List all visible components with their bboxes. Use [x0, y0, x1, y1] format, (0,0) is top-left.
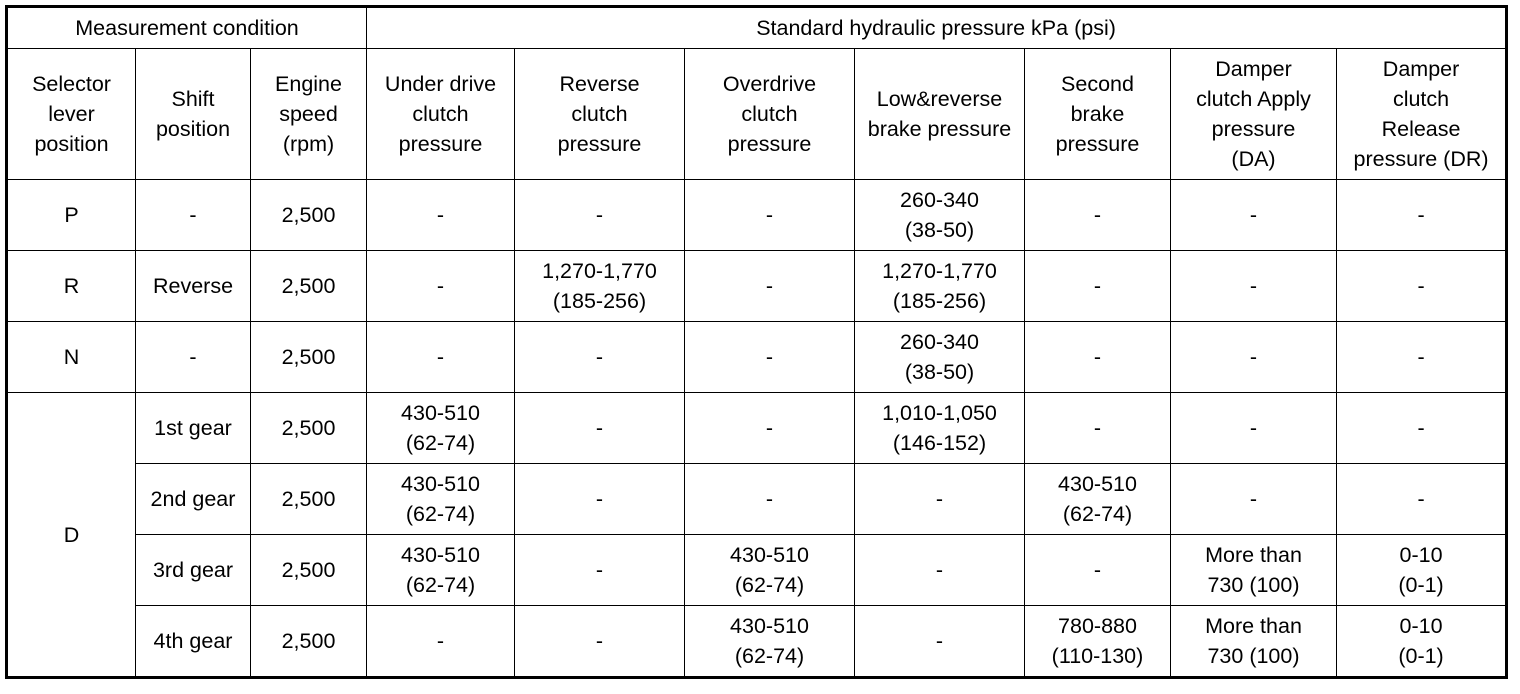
cell-reverse: -: [515, 322, 685, 393]
hydraulic-pressure-table: [7, 7, 1506, 677]
cell-damper-apply: -: [1171, 393, 1337, 464]
cell-shift: 3rd gear: [136, 535, 251, 606]
cell-overdrive: -: [685, 464, 855, 535]
cell-under-drive: 430-510 (62-74): [367, 393, 515, 464]
cell-overdrive: -: [685, 393, 855, 464]
cell-under-drive: 430-510 (62-74): [367, 535, 515, 606]
cell-under-drive: -: [367, 322, 515, 393]
cell-second-brake: -: [1025, 180, 1171, 251]
cell-low-reverse: -: [855, 606, 1025, 677]
cell-reverse: 1,270-1,770 (185-256): [515, 251, 685, 322]
table-row-p: [8, 180, 1506, 251]
cell-damper-apply: More than 730 (100): [1171, 535, 1337, 606]
cell-damper-apply: -: [1171, 464, 1337, 535]
cell-engine-speed: 2,500: [251, 322, 367, 393]
cell-under-drive: -: [367, 180, 515, 251]
table-row-n: [8, 322, 1506, 393]
cell-second-brake: 780-880 (110-130): [1025, 606, 1171, 677]
cell-shift: 1st gear: [136, 393, 251, 464]
cell-engine-speed: 2,500: [251, 535, 367, 606]
cell-damper-apply: -: [1171, 322, 1337, 393]
table-row-d-2nd: [8, 464, 1506, 535]
cell-reverse: -: [515, 464, 685, 535]
cell-second-brake: -: [1025, 322, 1171, 393]
cell-overdrive: -: [685, 322, 855, 393]
cell-engine-speed: 2,500: [251, 180, 367, 251]
cell-damper-release: 0-10 (0-1): [1337, 606, 1506, 677]
cell-damper-release: -: [1337, 322, 1506, 393]
column-header-selector: Selector lever position: [8, 49, 136, 180]
measurement-condition-header: Measurement condition: [8, 8, 367, 49]
column-header-low-reverse: Low&reverse brake pressure: [855, 49, 1025, 180]
cell-damper-release: -: [1337, 180, 1506, 251]
table-row-r: [8, 251, 1506, 322]
cell-low-reverse: -: [855, 535, 1025, 606]
cell-overdrive: 430-510 (62-74): [685, 535, 855, 606]
cell-shift: 2nd gear: [136, 464, 251, 535]
cell-reverse: -: [515, 393, 685, 464]
cell-engine-speed: 2,500: [251, 606, 367, 677]
column-header-second-brake: Second brake pressure: [1025, 49, 1171, 180]
cell-low-reverse: 1,010-1,050 (146-152): [855, 393, 1025, 464]
cell-under-drive: -: [367, 606, 515, 677]
cell-selector: D: [8, 393, 136, 677]
cell-overdrive: -: [685, 251, 855, 322]
cell-low-reverse: -: [855, 464, 1025, 535]
column-header-shift: Shift position: [136, 49, 251, 180]
cell-overdrive: 430-510 (62-74): [685, 606, 855, 677]
column-header-overdrive: Overdrive clutch pressure: [685, 49, 855, 180]
cell-selector: R: [8, 251, 136, 322]
cell-under-drive: 430-510 (62-74): [367, 464, 515, 535]
cell-low-reverse: 260-340 (38-50): [855, 322, 1025, 393]
cell-damper-release: -: [1337, 251, 1506, 322]
cell-second-brake: -: [1025, 251, 1171, 322]
column-header-damper-apply: Damper clutch Apply pressure (DA): [1171, 49, 1337, 180]
column-header-reverse: Reverse clutch pressure: [515, 49, 685, 180]
cell-damper-apply: More than 730 (100): [1171, 606, 1337, 677]
cell-selector: P: [8, 180, 136, 251]
cell-low-reverse: 260-340 (38-50): [855, 180, 1025, 251]
cell-shift: -: [136, 180, 251, 251]
cell-shift: Reverse: [136, 251, 251, 322]
column-header-damper-release: Damper clutch Release pressure (DR): [1337, 49, 1506, 180]
cell-reverse: -: [515, 606, 685, 677]
cell-second-brake: -: [1025, 393, 1171, 464]
cell-engine-speed: 2,500: [251, 393, 367, 464]
cell-reverse: -: [515, 180, 685, 251]
column-header-engine-speed: Engine speed (rpm): [251, 49, 367, 180]
cell-damper-release: -: [1337, 464, 1506, 535]
column-header-row: [8, 49, 1506, 180]
table-row-d-4th: [8, 606, 1506, 677]
cell-under-drive: -: [367, 251, 515, 322]
cell-engine-speed: 2,500: [251, 251, 367, 322]
cell-shift: 4th gear: [136, 606, 251, 677]
table-row-d-1st: [8, 393, 1506, 464]
cell-low-reverse: 1,270-1,770 (185-256): [855, 251, 1025, 322]
cell-second-brake: 430-510 (62-74): [1025, 464, 1171, 535]
cell-selector: N: [8, 322, 136, 393]
cell-damper-apply: -: [1171, 180, 1337, 251]
cell-damper-release: -: [1337, 393, 1506, 464]
table-row-d-3rd: [8, 535, 1506, 606]
standard-pressure-header: Standard hydraulic pressure kPa (psi): [367, 8, 1506, 49]
cell-damper-apply: -: [1171, 251, 1337, 322]
cell-second-brake: -: [1025, 535, 1171, 606]
cell-engine-speed: 2,500: [251, 464, 367, 535]
cell-overdrive: -: [685, 180, 855, 251]
cell-damper-release: 0-10 (0-1): [1337, 535, 1506, 606]
group-header-row: [8, 8, 1506, 49]
cell-shift: -: [136, 322, 251, 393]
column-header-under-drive: Under drive clutch pressure: [367, 49, 515, 180]
cell-reverse: -: [515, 535, 685, 606]
